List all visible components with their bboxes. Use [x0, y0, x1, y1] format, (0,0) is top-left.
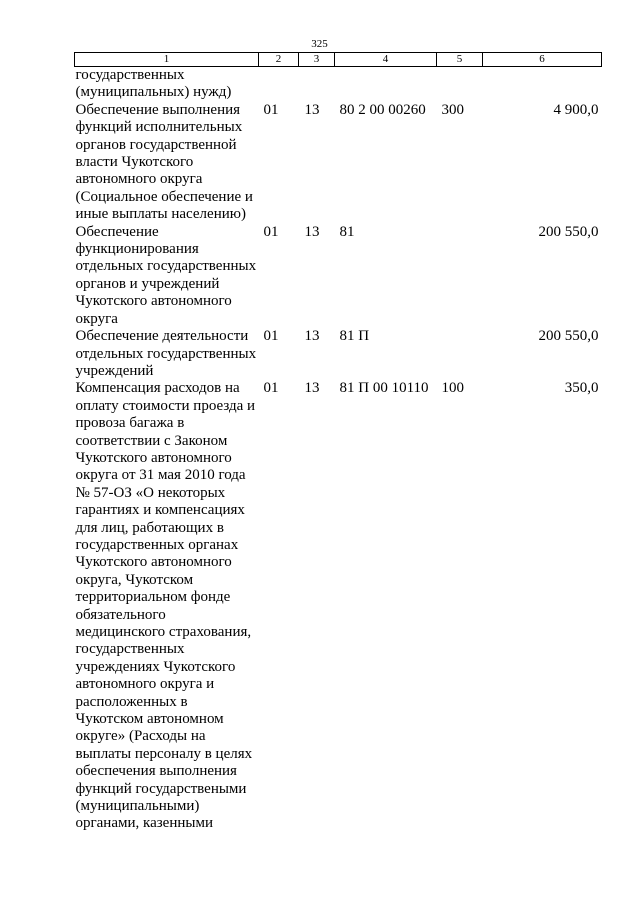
- row-section: 01: [263, 380, 279, 397]
- row-amount: 350,0: [564, 380, 599, 397]
- table-header-row: [75, 53, 602, 67]
- row-subsection: 13: [304, 223, 320, 240]
- table-row: [75, 224, 602, 328]
- row-target: 80 2 00 00260: [339, 101, 426, 118]
- header-col-2: 2: [259, 53, 299, 67]
- row-name: Обеспечение деятельности отдельных государственных учреждений: [75, 328, 257, 379]
- row-amount: [483, 67, 602, 102]
- row-expense-type: 100: [441, 380, 464, 397]
- row-name: государственных (муниципальных) нужд): [75, 67, 232, 101]
- row-name: Обеспечение выполнения функций исполнительных органов государственной власти Чукотского автономного округа (Социальное обеспечение и иные выплаты населению): [75, 101, 253, 223]
- header-col-5: 5: [437, 53, 483, 67]
- row-subsection: 13: [304, 101, 320, 118]
- row-section: 01: [263, 328, 279, 345]
- row-expense-type: [437, 67, 483, 102]
- row-expense-type: 300: [441, 101, 464, 118]
- header-col-4: 4: [335, 53, 437, 67]
- row-expense-type: [437, 224, 483, 328]
- table-row: [75, 67, 602, 102]
- row-subsection: 13: [304, 328, 320, 345]
- row-section: 01: [263, 223, 279, 240]
- table-row: [75, 328, 602, 380]
- row-section: [259, 67, 299, 102]
- row-section: 01: [263, 101, 279, 118]
- row-expense-type: [437, 328, 483, 380]
- row-target: [335, 67, 437, 102]
- page-number: 325: [311, 38, 328, 50]
- row-subsection: 13: [304, 380, 320, 397]
- row-name: Компенсация расходов на оплату стоимости проезда и провоза багажа в соответствии с Законом Чукотского автономного округа от 31 мая 2010 года № 57-ОЗ «О некоторых гарантиях и компенсациях для лиц, работающих в государственных органах Чукотского автономного округа, Чукотском территориальном фонде обязательного медицинского страхования, государственных учреждениях Чукотского автономного округа и расположенных в Чукотском автономном округе» (Расходы на выплаты персоналу в целях обеспечения выполнения функций государствеными (муниципальными) органами, казенными: [75, 380, 256, 832]
- row-amount: 200 550,0: [538, 328, 599, 345]
- row-target: 81 П: [339, 328, 370, 345]
- header-col-1: 1: [75, 53, 259, 67]
- row-target: 81: [339, 223, 355, 240]
- table-row: [75, 380, 602, 833]
- header-col-6: 6: [483, 53, 602, 67]
- row-amount: 200 550,0: [538, 223, 599, 240]
- row-amount: 4 900,0: [553, 101, 599, 118]
- header-col-3: 3: [299, 53, 335, 67]
- row-subsection: [299, 67, 335, 102]
- row-target: 81 П 00 10110: [339, 380, 429, 397]
- row-name: Обеспечение функционирования отдельных государственных органов и учреждений Чукотского автономного округа: [75, 223, 257, 327]
- budget-table: [74, 52, 602, 833]
- table-row: [75, 102, 602, 224]
